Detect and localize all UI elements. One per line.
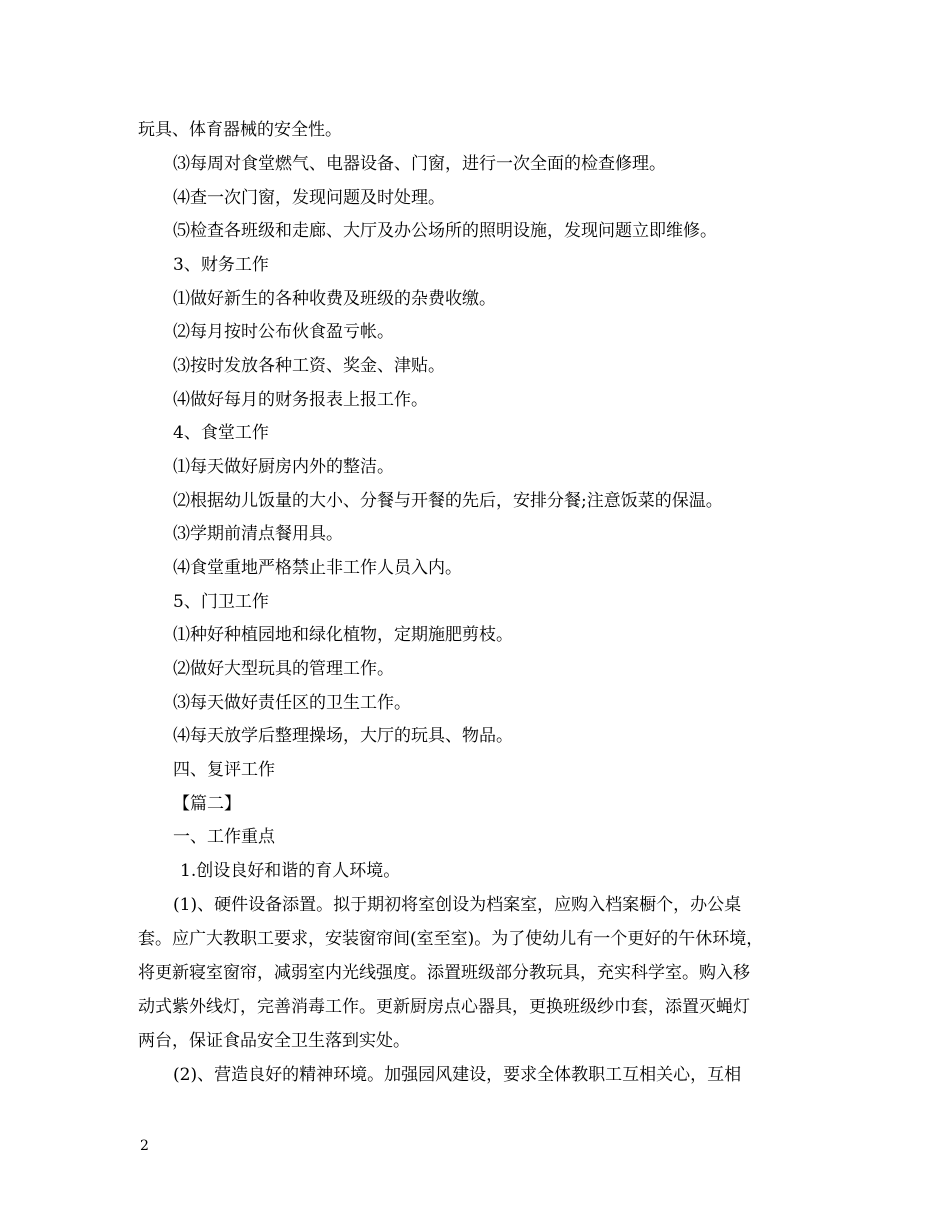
section-heading: 5、门卫工作 bbox=[173, 592, 269, 612]
paragraph-line: 将更新寝室窗帘，减弱室内光线强度。添置班级部分教玩具，充实科学室。购入移 bbox=[138, 963, 750, 983]
part-heading: 【篇二】 bbox=[173, 794, 241, 814]
section-heading: 一、工作重点 bbox=[173, 827, 275, 847]
text-line: ⑶按时发放各种工资、奖金、津贴。 bbox=[173, 356, 445, 376]
subsection-heading: 1.创设良好和谐的育人环境。 bbox=[180, 861, 401, 881]
text-line: ⑵每月按时公布伙食盈亏帐。 bbox=[173, 322, 394, 342]
paragraph-line: 两台，保证食品安全卫生落到实处。 bbox=[138, 1031, 410, 1051]
text-line: ⑵根据幼儿饭量的大小、分餐与开餐的先后，安排分餐;注意饭菜的保温。 bbox=[173, 491, 723, 511]
text-line: ⑷食堂重地严格禁止非工作人员入内。 bbox=[173, 558, 462, 578]
text-line: 玩具、体育器械的安全性。 bbox=[138, 120, 342, 140]
text-line: ⑶学期前清点餐用具。 bbox=[173, 524, 343, 544]
page-number: 2 bbox=[140, 1138, 149, 1154]
section-heading: 四、复评工作 bbox=[173, 760, 275, 780]
text-line: ⑴做好新生的各种收费及班级的杂费收缴。 bbox=[173, 289, 496, 309]
text-line: ⑴种好种植园地和绿化植物，定期施肥剪枝。 bbox=[173, 625, 513, 645]
text-line: ⑶每天做好责任区的卫生工作。 bbox=[173, 693, 411, 713]
section-heading: 4、食堂工作 bbox=[173, 423, 269, 443]
text-line: ⑸检查各班级和走廊、大厅及办公场所的照明设施，发现问题立即维修。 bbox=[173, 221, 717, 241]
paragraph-line: 动式紫外线灯，完善消毒工作。更新厨房点心器具，更换班级纱巾套，添置灭蝇灯 bbox=[138, 997, 750, 1017]
text-line: ⑷每天放学后整理操场，大厅的玩具、物品。 bbox=[173, 726, 513, 746]
text-line: ⑷做好每月的财务报表上报工作。 bbox=[173, 390, 428, 410]
text-line: ⑵做好大型玩具的管理工作。 bbox=[173, 659, 394, 679]
text-line: ⑴每天做好厨房内外的整洁。 bbox=[173, 457, 394, 477]
section-heading: 3、财务工作 bbox=[173, 255, 269, 275]
text-line: ⑷查一次门窗，发现问题及时处理。 bbox=[173, 188, 445, 208]
paragraph-line: 套。应广大教职工要求，安装窗帘间(室至室)。为了使幼儿有一个更好的午休环境， bbox=[138, 929, 764, 949]
paragraph-line: (2)、营造良好的精神环境。加强园风建设，要求全体教职工互相关心，互相 bbox=[173, 1065, 742, 1085]
text-line: ⑶每周对食堂燃气、电器设备、门窗，进行一次全面的检查修理。 bbox=[173, 154, 666, 174]
paragraph-line: (1)、硬件设备添置。拟于期初将室创设为档案室，应购入档案橱个，办公桌 bbox=[173, 895, 742, 915]
